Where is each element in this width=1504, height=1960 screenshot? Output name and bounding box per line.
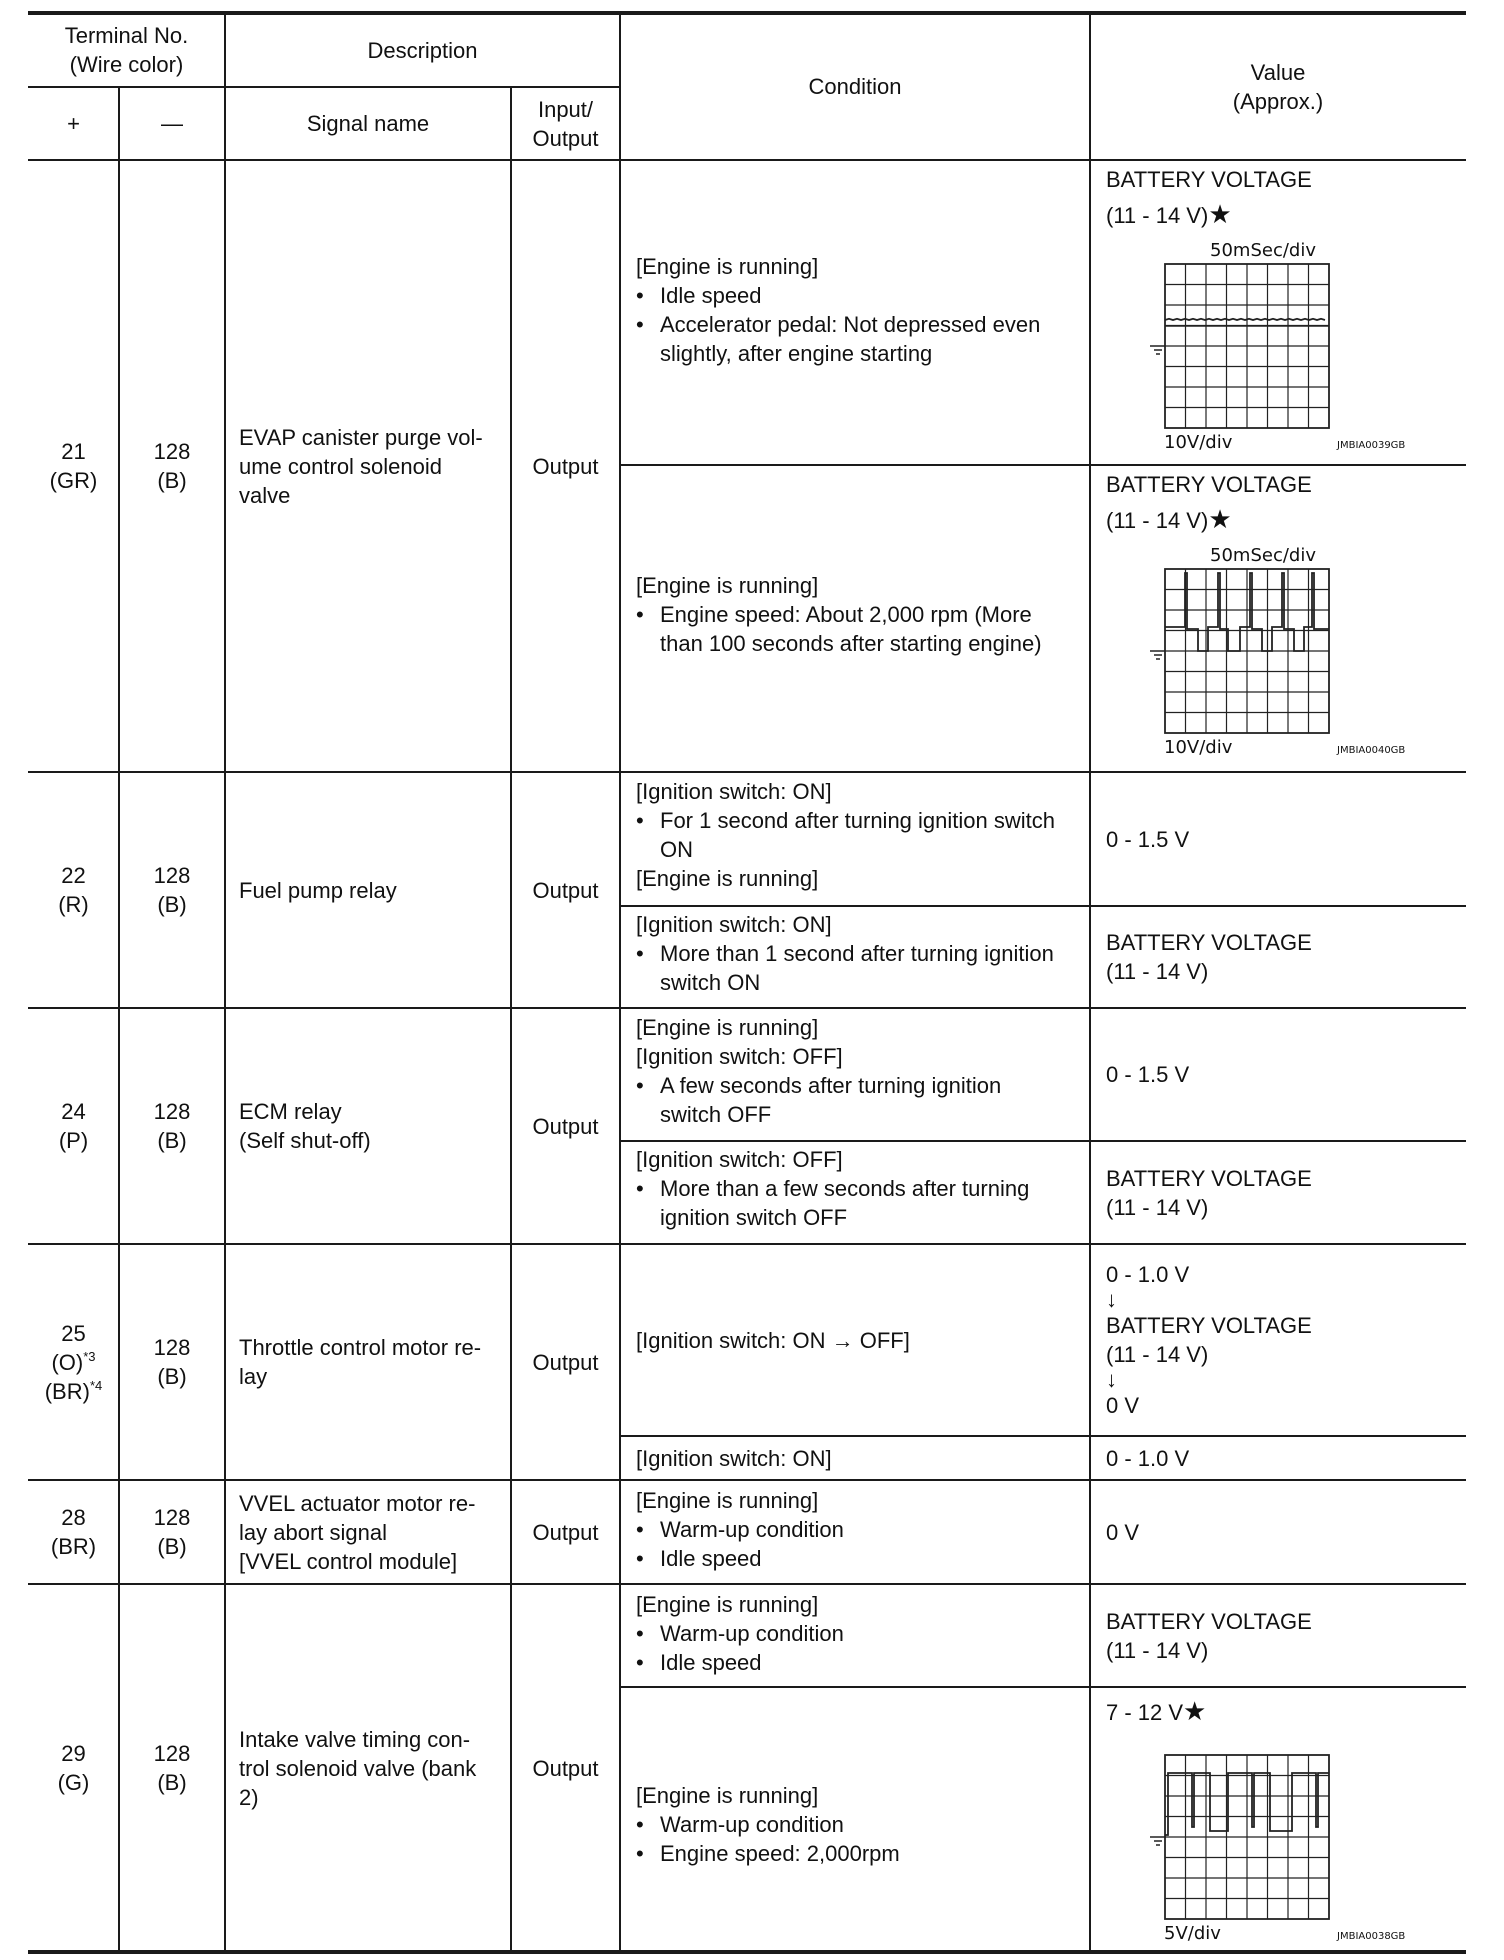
- row22-value-2: BATTERY VOLTAGE (11 - 14 V): [1106, 930, 1312, 984]
- row21-value-1: BATTERY VOLTAGE (11 - 14 V)★: [1106, 167, 1312, 229]
- condition-bullet: • Warm-up condition: [636, 1621, 844, 1646]
- row21-signal-name: EVAP canister purge vol- ume control solenoid valve: [239, 424, 483, 508]
- row24-condition-1: [Engine is running] [Ignition switch: OFF] • A few seconds after turning ignition switch OFF: [620, 1008, 1090, 1141]
- row24-terminal-minus: 128 (B): [153, 1099, 191, 1153]
- row25-signal-name: Throttle control motor re- lay: [239, 1335, 482, 1389]
- header-input-output: Input/ Output: [532, 96, 599, 151]
- row24-io: Output: [532, 1113, 599, 1139]
- star-icon: ★: [1208, 504, 1232, 534]
- row22-value-1: 0 - 1.5 V: [1106, 826, 1190, 852]
- row29-io: Output: [532, 1755, 599, 1781]
- header-terminal-no: Terminal No. (Wire color): [64, 23, 189, 77]
- osc-figure-ref: JMBIA0039GB: [1337, 440, 1406, 451]
- row29-condition-2: [Engine is running] • Warm-up condition • Engine speed: 2,000rpm: [620, 1687, 1090, 1952]
- row21-terminal-minus: 128 (B): [153, 439, 191, 493]
- row28-terminal-minus: 128 (B): [153, 1505, 191, 1559]
- row29-value-2: 7 - 12 V★: [1106, 1696, 1207, 1726]
- row22-terminal-minus: 128 (B): [153, 863, 191, 917]
- condition-bullet: • More than 1 second after turning ignition switch ON: [636, 941, 1054, 995]
- row22-io: Output: [532, 877, 599, 903]
- row22-condition-1: [Ignition switch: ON] • For 1 second after turning ignition switch ON [Engine is running]: [620, 772, 1090, 906]
- row28-condition-1: [Engine is running] • Warm-up condition • Idle speed: [620, 1480, 1090, 1584]
- row21-condition-2: [Engine is running] • Engine speed: About 2,000 rpm (More than 100 seconds after starting engine): [620, 465, 1090, 772]
- osc-timebase-label: 50mSec/div: [1210, 545, 1316, 566]
- row22-signal-name: Fuel pump relay: [239, 877, 397, 903]
- condition-bullet: • A few seconds after turning ignition switch OFF: [636, 1073, 1002, 1127]
- condition-bullet: • Warm-up condition: [636, 1517, 844, 1542]
- row25-value-2: 0 - 1.0 V: [1106, 1445, 1190, 1471]
- header-condition: Condition: [808, 74, 902, 99]
- condition-bullet: • Idle speed: [636, 1650, 762, 1675]
- row24-condition-2: [Ignition switch: OFF] • More than a few seconds after turning ignition switch OFF: [620, 1141, 1090, 1244]
- condition-bullet: • Idle speed: [636, 283, 762, 308]
- row29-condition-1: [Engine is running] • Warm-up condition • Idle speed: [620, 1584, 1090, 1687]
- row28-value-1: 0 V: [1106, 1519, 1140, 1545]
- condition-bullet: • Accelerator pedal: Not depressed even slightly, after engine starting: [636, 312, 1041, 366]
- row28-io: Output: [532, 1519, 599, 1545]
- osc-vdiv-label: 10V/div: [1164, 737, 1233, 758]
- row29-value-1: BATTERY VOLTAGE (11 - 14 V): [1106, 1608, 1312, 1663]
- header-minus: —: [161, 111, 183, 136]
- condition-bullet: • Engine speed: 2,000rpm: [636, 1841, 900, 1866]
- row25-io: Output: [532, 1349, 599, 1375]
- condition-bullet: • More than a few seconds after turning ignition switch OFF: [636, 1176, 1030, 1230]
- header-value: Value (Approx.): [1232, 59, 1324, 114]
- row21-terminal-plus: 21 (GR): [49, 439, 98, 493]
- row21-condition-1: [Engine is running] • Idle speed • Accelerator pedal: Not depressed even slightly, after engine starting: [620, 160, 1090, 465]
- header-signal-name: Signal name: [306, 111, 430, 136]
- condition-bullet: • For 1 second after turning ignition switch ON: [636, 808, 1055, 862]
- row25-condition-1: [Ignition switch: ON → OFF]: [636, 1327, 910, 1353]
- row24-signal-name: ECM relay (Self shut-off): [239, 1099, 371, 1153]
- osc-figure-ref: JMBIA0038GB: [1337, 1931, 1406, 1942]
- row28-terminal-plus: 28 (BR): [50, 1505, 97, 1559]
- oscilloscope-waveform-1: [1140, 238, 1440, 458]
- condition-bullet: • Idle speed: [636, 1546, 762, 1571]
- row28-signal-name: VVEL actuator motor re- lay abort signal [VVEL control module]: [239, 1490, 476, 1574]
- osc-vdiv-label: 10V/div: [1164, 432, 1233, 453]
- header-description: Description: [367, 37, 478, 63]
- row24-value-2: BATTERY VOLTAGE (11 - 14 V): [1106, 1165, 1312, 1220]
- row29-terminal-minus: 128 (B): [153, 1741, 191, 1795]
- row24-value-1: 0 - 1.5 V: [1106, 1062, 1190, 1087]
- row25-terminal-plus: 25 $(O)^{*3}$ (BR)$^{*4}$: [44, 1320, 103, 1404]
- row21-value-2: BATTERY VOLTAGE (11 - 14 V)★: [1106, 472, 1312, 534]
- star-icon: ★: [1208, 199, 1232, 229]
- row25-terminal-minus: 128 (B): [153, 1335, 191, 1389]
- row25-value-1: 0 - 1.0 V ↓ BATTERY VOLTAGE (11 - 14 V) ↓ 0 V: [1106, 1262, 1312, 1418]
- condition-bullet: • Warm-up condition: [636, 1812, 844, 1837]
- row24-terminal-plus: 24 (P): [58, 1099, 89, 1153]
- row22-terminal-plus: 22 (R): [58, 863, 89, 917]
- row22-condition-2: [Ignition switch: ON] • More than 1 second after turning ignition switch ON: [620, 906, 1090, 1008]
- row21-io: Output: [532, 453, 599, 479]
- osc-vdiv-label: 5V/div: [1164, 1923, 1221, 1944]
- osc-figure-ref: JMBIA0040GB: [1337, 745, 1406, 756]
- osc-timebase-label: 50mSec/div: [1210, 240, 1316, 261]
- oscilloscope-waveform-2: [1140, 543, 1440, 763]
- header-plus: +: [67, 111, 80, 136]
- row29-signal-name: Intake valve timing con- trol solenoid valve (bank 2): [239, 1726, 477, 1810]
- oscilloscope-waveform-3: [1140, 1735, 1440, 1945]
- row25-condition-2: [Ignition switch: ON]: [636, 1445, 832, 1471]
- row29-terminal-plus: 29 (G): [57, 1741, 90, 1795]
- star-icon: ★: [1183, 1696, 1207, 1726]
- condition-bullet: • Engine speed: About 2,000 rpm (More than 100 seconds after starting engine): [636, 602, 1042, 656]
